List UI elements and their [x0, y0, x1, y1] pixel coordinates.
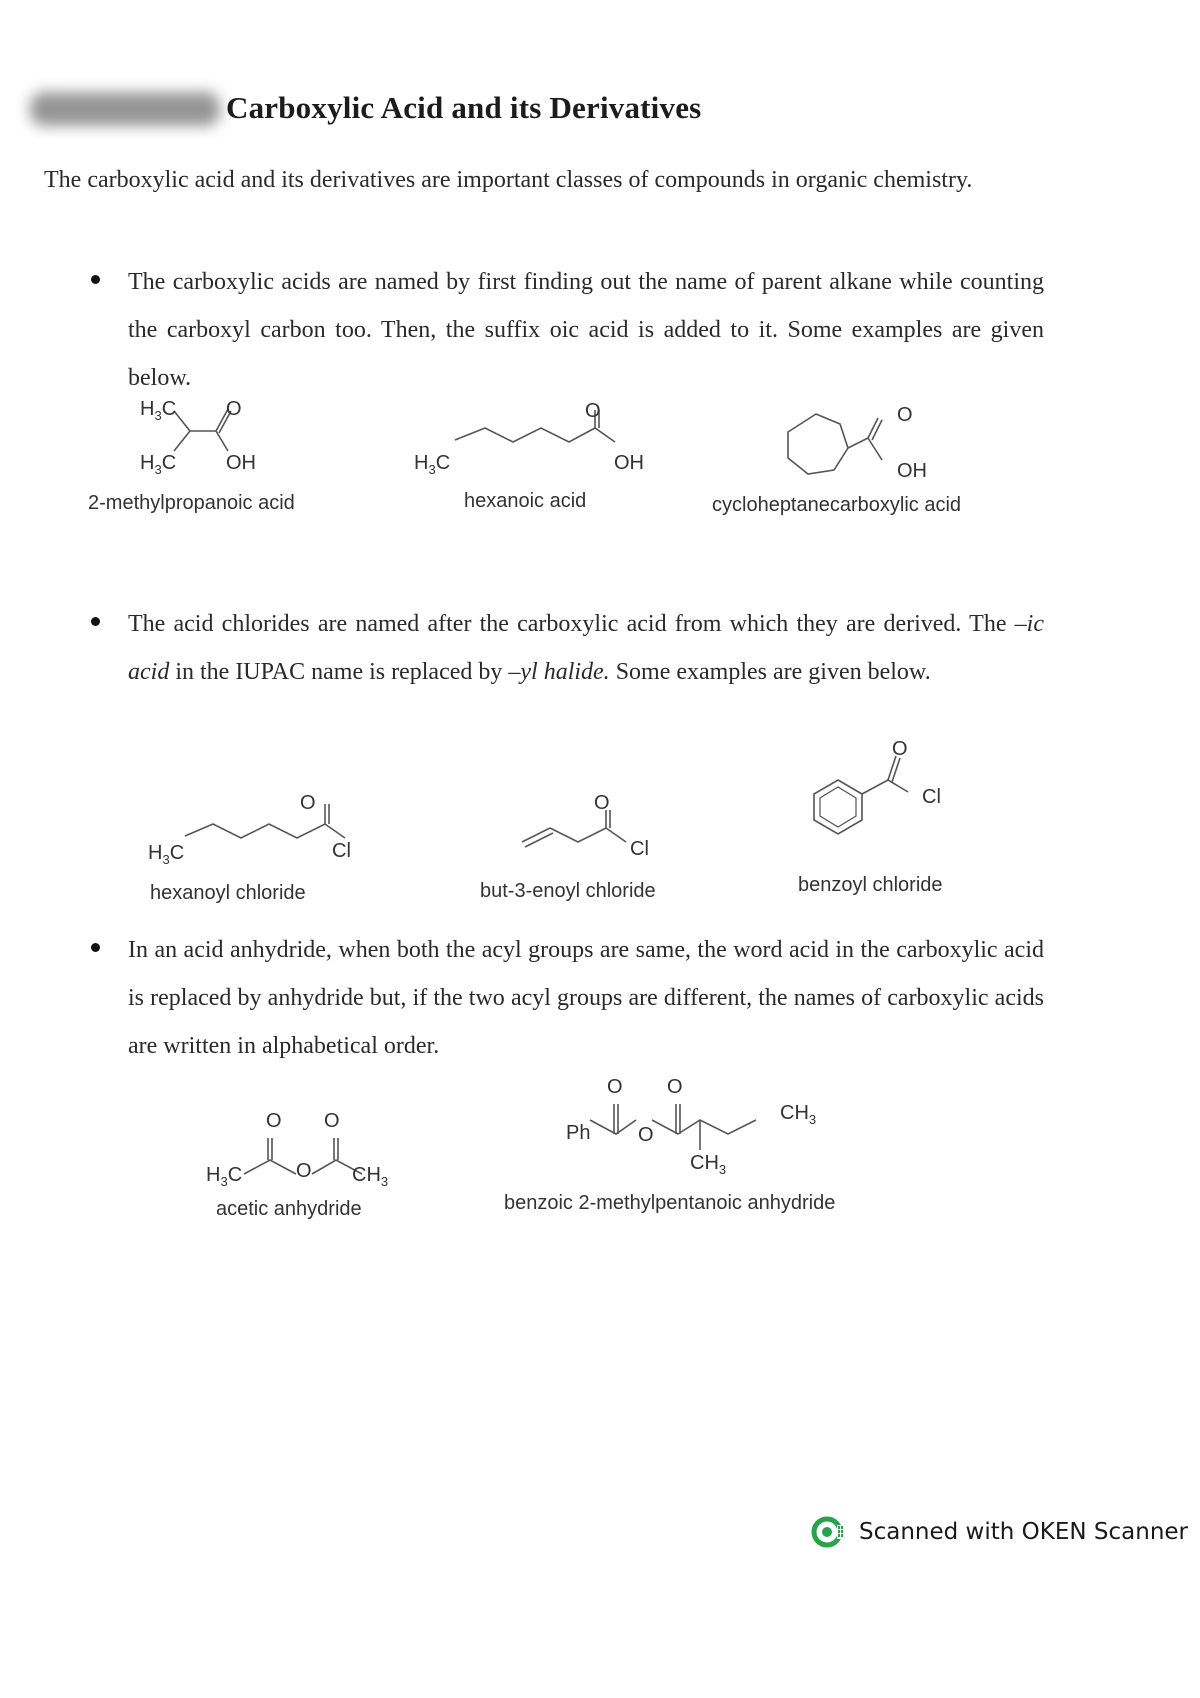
bullet-acid-chlorides: The acid chlorides are named after the carboxylic acid from which they are derived. The –ic acid in the IUPAC name is replaced by –yl halide. Some examples are given below.: [128, 611, 1044, 685]
redacted-label: [30, 92, 220, 126]
atom-label-oh: OH: [897, 460, 927, 482]
atom-label-ch3: $CH_3$: [352, 1164, 389, 1189]
bullet-carboxylic-acids: The carboxylic acids are named by first finding out the name of parent alkane while counting the carboxyl carbon too. Then, the suffix oic acid is added to it. Some examples are given below.: [128, 269, 1044, 391]
atom-label-o: O: [585, 400, 601, 422]
compound-name: hexanoyl chloride: [150, 882, 306, 904]
bullet-marker: [91, 617, 100, 626]
atom-label-ph: Ph: [566, 1122, 591, 1144]
page-title: Carboxylic Acid and its Derivatives: [226, 90, 702, 125]
molecule-benzoyl-chloride: [812, 770, 952, 860]
atom-label-o: O: [897, 404, 913, 426]
atom-label-h3c: $H_3C$: [140, 398, 177, 423]
atom-label-o: O: [226, 398, 242, 420]
compound-name: but-3-enoyl chloride: [480, 880, 656, 902]
atom-label-ch3: $CH_3$: [780, 1102, 817, 1127]
compound-name: 2-methylpropanoic acid: [88, 492, 295, 514]
atom-label-h3c: $H_3C$: [414, 452, 451, 477]
atom-label-ch3: $CH_3$: [690, 1152, 727, 1177]
bullet-acid-anhydrides: In an acid anhydride, when both the acyl groups are same, the word acid in the carboxylic acid is replaced by anhydride but, if the two acyl groups are different, the names of carboxylic acids are written in alphabetical order.: [128, 937, 1044, 1059]
scanner-text: Scanned with OKEN Scanner: [859, 1519, 1188, 1545]
atom-label-cl: Cl: [630, 838, 649, 860]
atom-label-h3c: $H_3C$: [206, 1164, 243, 1189]
bullet-marker: [91, 275, 100, 284]
atom-label-cl: Cl: [332, 840, 351, 862]
atom-label-o: O: [296, 1160, 312, 1182]
atom-label-o: O: [266, 1110, 282, 1132]
atom-label-o: O: [638, 1124, 654, 1146]
oken-scanner-logo-icon: [811, 1514, 847, 1550]
atom-label-cl: Cl: [922, 786, 941, 808]
bullet-marker: [91, 943, 100, 952]
scanner-watermark: [811, 1514, 1188, 1550]
compound-name: hexanoic acid: [464, 490, 587, 512]
compound-name: cycloheptanecarboxylic acid: [712, 494, 962, 516]
intro-paragraph: The carboxylic acid and its derivatives are important classes of compounds in organic chemistry.: [44, 167, 973, 193]
atom-label-o: O: [324, 1110, 340, 1132]
compound-name: benzoyl chloride: [798, 874, 943, 896]
atom-label-o: O: [892, 738, 908, 760]
atom-label-oh: OH: [226, 452, 256, 474]
atom-label-h3c: $H_3C$: [148, 842, 185, 867]
compound-name: benzoic 2-methylpentanoic anhydride: [504, 1192, 836, 1214]
atom-label-o: O: [594, 792, 610, 814]
atom-label-o: O: [300, 792, 316, 814]
atom-label-h3c: $H_3C$: [140, 452, 177, 477]
atom-label-o: O: [607, 1076, 623, 1098]
compound-name: acetic anhydride: [216, 1198, 362, 1220]
atom-label-oh: OH: [614, 452, 644, 474]
atom-label-o: O: [667, 1076, 683, 1098]
